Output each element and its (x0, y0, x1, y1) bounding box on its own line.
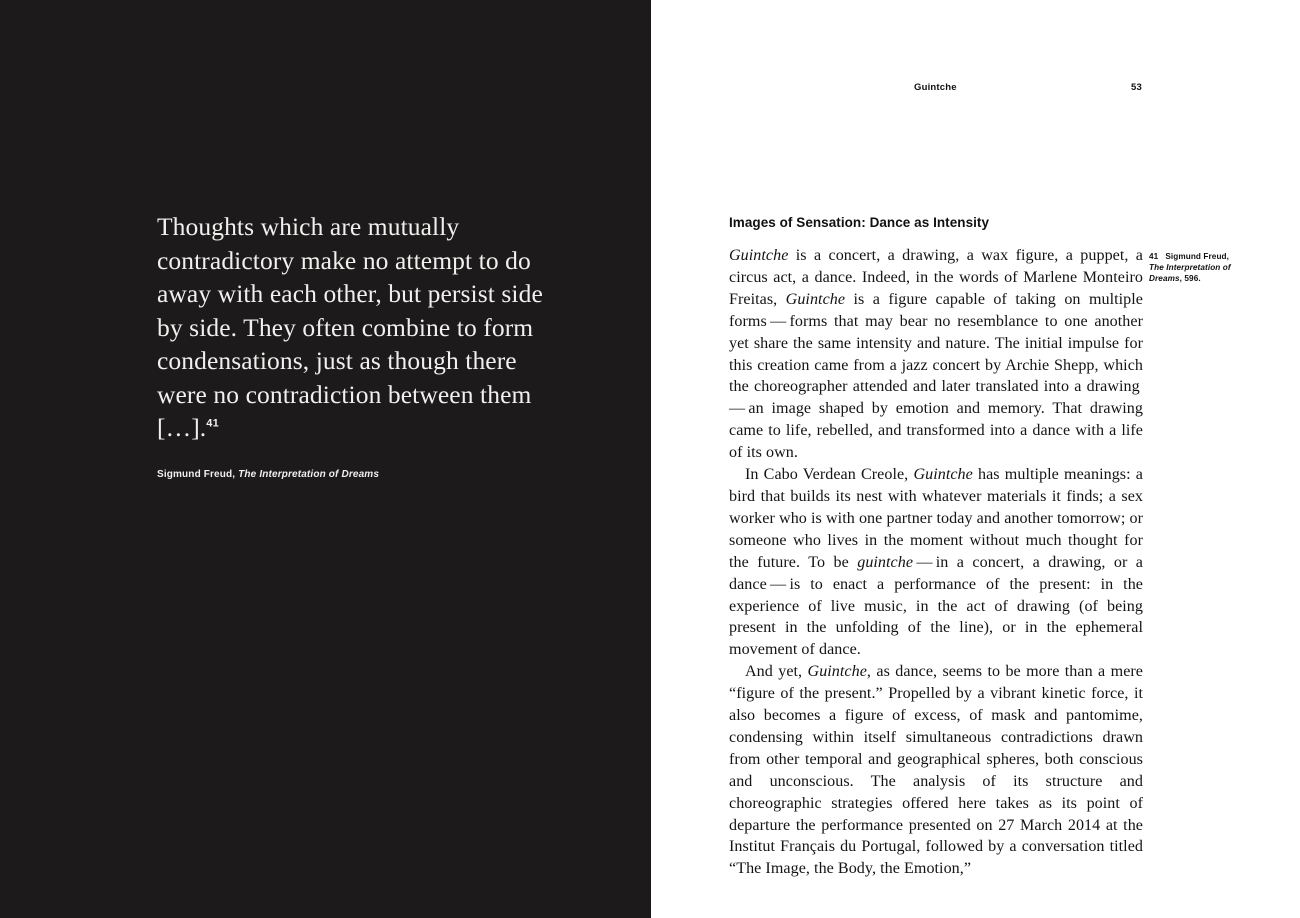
body-text-column (729, 245, 1143, 880)
page-number: 53 (1131, 82, 1142, 93)
running-head (914, 82, 1142, 93)
attribution-author: Sigmund Freud, (157, 468, 236, 480)
emphasis-term: Guintche (785, 290, 846, 308)
emphasis-term: Guintche (729, 247, 789, 264)
body-run: And yet, (745, 663, 808, 681)
pull-quote-body: Thoughts which are mutually contradictory make no attempt to do away with each other, but persist side by side. They often combine to form condensations, just as though there were no contradiction between them […]. (157, 212, 543, 442)
body-run: has multiple meanings: a bird that builds its nest with whatever materials it finds; a sex worker who is with one partner today and another tomorrow; or someone who lives in the moment without much thought for the future. To be (729, 466, 1143, 571)
body-run: , as dance, seems to be more than a mere “figure of the present.” Propelled by a vibrant kinetic force, it also becomes a figure of excess, of mask and pantomime, condensing within itself simultaneous contradictions drawn from other temporal and geographical spheres, both conscious and unconscious. The analysis of its structure and choreographic strategies offered here takes as its point of departure the performance presented on 27 March 2014 at the Institut Français du Portugal, followed by a conversation titled “The Image, the Body, the Emotion,” (729, 663, 1143, 878)
sidenote-41 (1149, 251, 1243, 284)
section-heading: Images of Sensation: Dance as Intensity (729, 215, 990, 230)
body-run: is a figure capable of taking on multiple forms — forms that may bear no resemblance to one another yet share the same intensity and nature. The initial impulse for this creation came from a jazz concert by Archie Shepp, which the choreographer attended and later translated into a drawing — an image shaped by emotion and memory. That drawing came to life, rebelled, and transformed into a dance with a life of its own. (729, 290, 1143, 462)
sidenote-page-ref: , 596. (1179, 274, 1201, 283)
sidenote-work-title-cont: Dreams (1149, 274, 1180, 283)
body-run: — in a concert, a drawing, or a dance — is to enact a performance of the present: in the experience of live music, in the act of drawing (of being present in the unfolding of the line), or in the ephemeral movement of dance. (729, 553, 1143, 659)
pull-quote-text (157, 210, 557, 445)
emphasis-term: Guintche (913, 466, 973, 484)
body-paragraph (729, 245, 1143, 464)
sidenote-author: Sigmund Freud, (1165, 252, 1230, 261)
body-paragraph (729, 464, 1143, 661)
running-head-title: Guintche (914, 82, 957, 93)
body-run: In Cabo Verdean Creole, (745, 466, 914, 484)
body-paragraph (729, 661, 1143, 880)
body-run: is a concert, a drawing, a wax figure, a puppet, a circus act, a dance. Indeed, in the words of Marlene Monteiro Freitas, (729, 247, 1143, 308)
pull-quote-block (157, 210, 557, 482)
right-page (651, 0, 1300, 918)
sidenote-number: 41 (1149, 252, 1159, 261)
pull-quote-attribution (157, 468, 557, 482)
emphasis-term: guintche (857, 553, 914, 571)
emphasis-term: Guintche (807, 663, 867, 681)
attribution-work-title: The Interpretation of Dreams (238, 468, 380, 480)
sidenote-work-title: The Interpretation of (1149, 263, 1231, 272)
pull-quote-footnote-marker: 41 (206, 417, 219, 430)
